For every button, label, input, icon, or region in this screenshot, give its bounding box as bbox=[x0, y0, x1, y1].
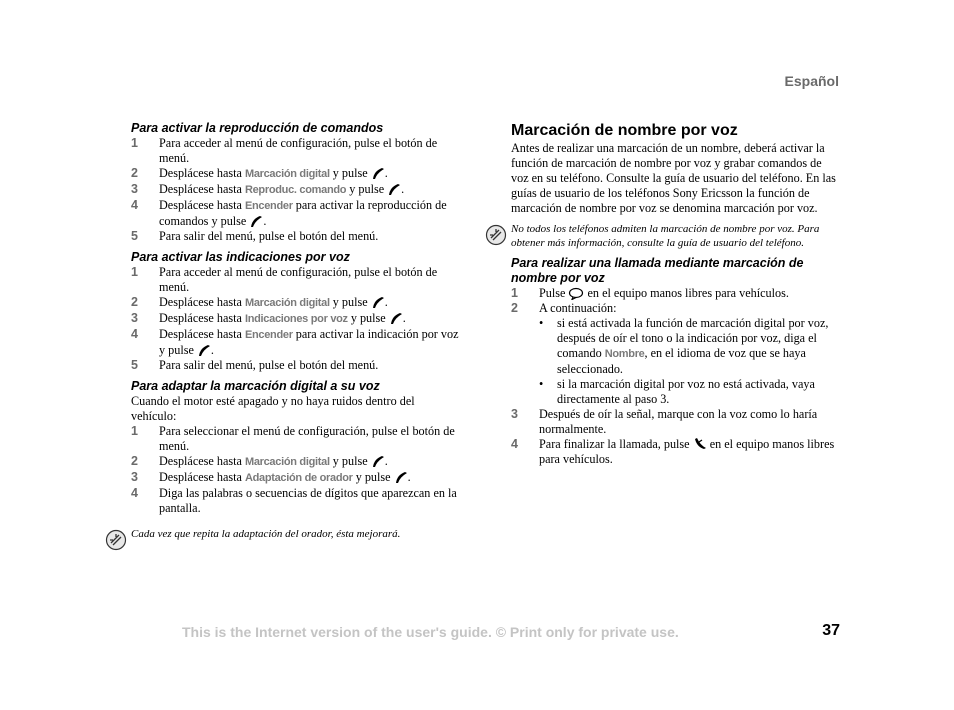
steps-speaker-adaptation bbox=[131, 424, 461, 516]
call-key-icon bbox=[387, 182, 401, 196]
talk-button-icon bbox=[568, 287, 584, 300]
tip-note: No todos los teléfonos admiten la marcación de nombre por voz. Para obtener más información, consulte la guía de usuario del teléfono. bbox=[483, 222, 841, 250]
footer-notice: This is the Internet version of the user's guide. © Print only for private use. bbox=[182, 624, 679, 640]
tip-note: Cada vez que repita la adaptación del orador, ésta mejorará. bbox=[103, 527, 531, 541]
list-item: 1 Para seleccionar el menú de configuración, pulse el botón de menú. bbox=[131, 424, 455, 453]
list-item: 3 Desplácese hasta Reproduc. comando y pulse . bbox=[131, 182, 405, 196]
list-item: • si está activada la función de marcación digital por voz, después de oír el tono o la indicación por voz, diga el comando Nombre, en el idioma de voz que se haya seleccionado. bbox=[539, 316, 841, 377]
call-key-icon bbox=[394, 470, 408, 484]
tip-icon bbox=[105, 529, 127, 551]
call-key-icon bbox=[371, 454, 385, 468]
list-item: 1 Para acceder al menú de configuración, pulse el botón de menú. bbox=[131, 265, 438, 294]
menu-item-name: Marcación digital bbox=[244, 456, 330, 468]
list-item: 5 Para salir del menú, pulse el botón del menú. bbox=[131, 229, 379, 243]
section-heading-playback: Para activar la reproducción de comandos bbox=[131, 121, 384, 135]
list-item: 2 Desplácese hasta Marcación digital y pulse . bbox=[131, 454, 388, 468]
section-heading-name-dial: Para realizar una llamada mediante marcación de nombre por voz bbox=[511, 256, 804, 285]
list-item: 3 Después de oír la señal, marque con la voz como lo haría normalmente. bbox=[511, 407, 818, 436]
menu-item-name: Nombre bbox=[604, 348, 645, 360]
call-key-icon bbox=[371, 166, 385, 180]
list-item: 2 Desplácese hasta Marcación digital y pulse . bbox=[131, 166, 388, 180]
menu-item-name: Marcación digital bbox=[244, 297, 330, 309]
bullet-list bbox=[521, 316, 841, 407]
left-column bbox=[131, 121, 461, 516]
section-heading-speaker-adaptation: Para adaptar la marcación digital a su voz bbox=[131, 379, 380, 393]
steps-voice-prompts bbox=[131, 265, 461, 373]
list-item: 1 Pulse en el equipo manos libres para vehículos. bbox=[511, 286, 789, 300]
list-item: 2 A continuación: • si está activada la función de marcación digital por voz, después de oír el tono o la indicación por voz, diga el comando Nombre, en el idioma de voz que se haya seleccionado. • si la marcación digital por voz no está activada, vaya directamente al paso 3. bbox=[511, 301, 841, 407]
page-number: 37 bbox=[822, 622, 840, 639]
call-key-icon bbox=[371, 295, 385, 309]
list-item: 3 Desplácese hasta Adaptación de orador y pulse . bbox=[131, 470, 411, 484]
list-item: 4 Diga las palabras o secuencias de dígitos que aparezcan en la pantalla. bbox=[131, 486, 457, 515]
menu-item-name: Marcación digital bbox=[244, 168, 330, 180]
list-item: 4 Desplácese hasta Encender para activar la indicación por voz y pulse . bbox=[131, 327, 459, 357]
menu-item-name: Reproduc. comando bbox=[244, 184, 347, 196]
steps-name-dial bbox=[511, 286, 841, 467]
intro-paragraph: Antes de realizar una marcación de un nombre, deberá activar la función de marcación de nombre por voz y grabar comandos de voz en su teléfono. Consulte la guía de usuario del teléfono. En las guías de usuario de los teléfonos Sony Ericsson la función de marcación de nombre por voz se denomina marcación por voz. bbox=[511, 141, 836, 215]
page-title: Marcación de nombre por voz bbox=[511, 122, 738, 139]
list-item: 2 Desplácese hasta Marcación digital y pulse . bbox=[131, 295, 388, 309]
menu-item-name: Adaptación de orador bbox=[244, 472, 353, 484]
menu-item-name: Encender bbox=[244, 200, 293, 212]
right-column bbox=[511, 121, 841, 467]
end-call-icon bbox=[693, 437, 707, 451]
list-item: • si la marcación digital por voz no está activada, vaya directamente al paso 3. bbox=[539, 377, 841, 407]
menu-item-name: Encender bbox=[244, 329, 293, 341]
list-item: 1 Para acceder al menú de configuración, pulse el botón de menú. bbox=[131, 136, 438, 165]
list-item: 4 Desplácese hasta Encender para activar la reproducción de comandos y pulse . bbox=[131, 198, 447, 228]
call-key-icon bbox=[389, 311, 403, 325]
language-label: Español bbox=[784, 73, 839, 89]
list-item: 3 Desplácese hasta Indicaciones por voz y pulse . bbox=[131, 311, 406, 325]
menu-item-name: Indicaciones por voz bbox=[244, 313, 348, 325]
list-item: 5 Para salir del menú, pulse el botón del menú. bbox=[131, 358, 379, 372]
tip-icon bbox=[485, 224, 507, 246]
section-intro: Cuando el motor esté apagado y no haya ruidos dentro del vehículo: bbox=[131, 394, 415, 423]
list-item: 4 Para finalizar la llamada, pulse en el equipo manos libres para vehículos. bbox=[511, 437, 835, 466]
call-key-icon bbox=[249, 214, 263, 228]
call-key-icon bbox=[197, 343, 211, 357]
steps-playback bbox=[131, 136, 461, 244]
section-heading-voice-prompts: Para activar las indicaciones por voz bbox=[131, 250, 350, 264]
